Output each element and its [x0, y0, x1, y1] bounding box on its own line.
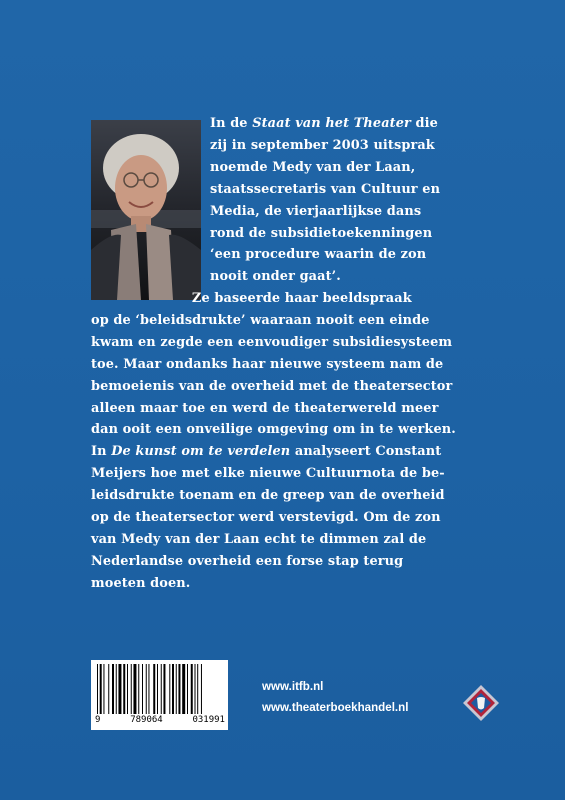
barcode-bar [187, 664, 188, 714]
book-title-italic: Staat van het Theater [252, 116, 411, 131]
barcode-bar [191, 664, 193, 714]
blurb-text: In de [210, 116, 253, 131]
barcode-bar [163, 664, 165, 714]
barcode-bar [201, 664, 202, 714]
blurb-text: van Medy van der Laan echt te dimmen zal de [91, 531, 427, 547]
blurb-text: die [410, 116, 438, 131]
barcode-bar [108, 664, 109, 714]
blurb-text: ‘een procedure waarin de zon [210, 247, 427, 263]
blurb-line [210, 135, 440, 157]
blurb-text: bemoeienis van de overheid met de theatersector [91, 378, 453, 394]
blurb-text: analyseert Constant [290, 444, 442, 460]
blurb-column-right-of-photo [210, 113, 440, 288]
barcode-bar [197, 664, 198, 714]
blurb-text: dan ooit een onveilige omgeving om in te werken. [91, 422, 456, 438]
blurb-text: nooit onder gaat’. [210, 269, 341, 285]
blurb-line [210, 201, 440, 223]
barcode-bar [116, 664, 117, 714]
barcode-bar [153, 664, 155, 714]
blurb-main-text [91, 288, 456, 595]
blurb-line [91, 507, 456, 529]
blurb-text: rond de subsidietoekenningen [210, 225, 433, 241]
isbn-number [95, 715, 225, 725]
blurb-text: op de theatersector werd verstevigd. Om de zon [91, 510, 441, 526]
barcode-bar [138, 664, 139, 714]
blurb-line [91, 485, 456, 507]
barcode-bar [131, 664, 132, 714]
barcode-bar [112, 664, 114, 714]
barcode-bar [100, 664, 102, 714]
blurb-text: staatssecretaris van Cultuur en [210, 181, 441, 197]
blurb-text: noemde Medy van der Laan, [210, 159, 416, 175]
blurb-text: Meijers hoe met elke nieuwe Cultuurnota de be- [91, 466, 445, 482]
blurb-text: leidsdrukte toenam en de greep van de overheid [91, 488, 445, 504]
barcode-bar [142, 664, 143, 714]
barcode-bar [146, 664, 147, 714]
blurb-line [210, 266, 440, 288]
barcode-bar [148, 664, 149, 714]
barcode-bar [195, 664, 196, 714]
barcode-bar [123, 664, 125, 714]
isbn-digit-group-2: 031991 [192, 715, 225, 725]
blurb-text: op de ‘beleidsdrukte’ waaraan nooit een einde [91, 312, 430, 328]
blurb-line [91, 398, 456, 420]
blurb-line [210, 244, 440, 266]
blurb-text: zij in september 2003 uitsprak [210, 137, 435, 153]
blurb-line [91, 376, 456, 398]
blurb-line [91, 332, 456, 354]
blurb-line [91, 419, 456, 441]
link-itfb[interactable]: www.itfb.nl [262, 680, 324, 693]
blurb-line [91, 354, 456, 376]
blurb-line [91, 288, 456, 310]
barcode-bar [169, 664, 170, 714]
blurb-text: Media, de vierjaarlijkse dans [210, 203, 422, 219]
blurb-line [210, 223, 440, 245]
barcode-bar [103, 664, 104, 714]
blurb-line [210, 113, 440, 135]
blurb-text: kwam en zegde een eenvoudiger subsidiesysteem [91, 334, 453, 350]
barcode-bar [118, 664, 121, 714]
blurb-line [210, 157, 440, 179]
publisher-logo-icon [462, 684, 500, 722]
blurb-line [91, 529, 456, 551]
isbn-digit-prefix: 9 [95, 715, 101, 725]
blurb-line [91, 310, 456, 332]
blurb-text: alleen maar toe en werd de theaterwereld meer [91, 400, 439, 416]
blurb-text: moeten doen. [91, 575, 191, 591]
blurb-line [91, 441, 456, 463]
barcode-bar [172, 664, 174, 714]
barcode-bar [157, 664, 158, 714]
isbn-digit-group-1: 789064 [130, 715, 163, 725]
barcode-bar [133, 664, 136, 714]
barcode-bar [176, 664, 177, 714]
barcode-bar [97, 664, 98, 714]
blurb-line [91, 573, 456, 595]
blurb-text: Ze baseerde haar beeldspraak [91, 291, 412, 306]
blurb-text: Nederlandse overheid een forse stap terug [91, 553, 404, 569]
blurb-line [210, 179, 440, 201]
barcode-bar [161, 664, 162, 714]
barcode-bar [127, 664, 128, 714]
blurb-line [91, 463, 456, 485]
author-photo [91, 120, 201, 300]
blurb-text: toe. Maar ondanks haar nieuwe systeem nam de [91, 356, 444, 372]
barcode-bar [182, 664, 185, 714]
link-theaterboekhandel[interactable]: www.theaterboekhandel.nl [262, 701, 409, 714]
book-title-italic: De kunst om te verdelen [111, 444, 291, 460]
blurb-line [91, 551, 456, 573]
barcode-bar [178, 664, 180, 714]
blurb-text: In [91, 444, 112, 460]
barcode-bars [97, 664, 223, 714]
isbn-barcode [91, 660, 228, 730]
